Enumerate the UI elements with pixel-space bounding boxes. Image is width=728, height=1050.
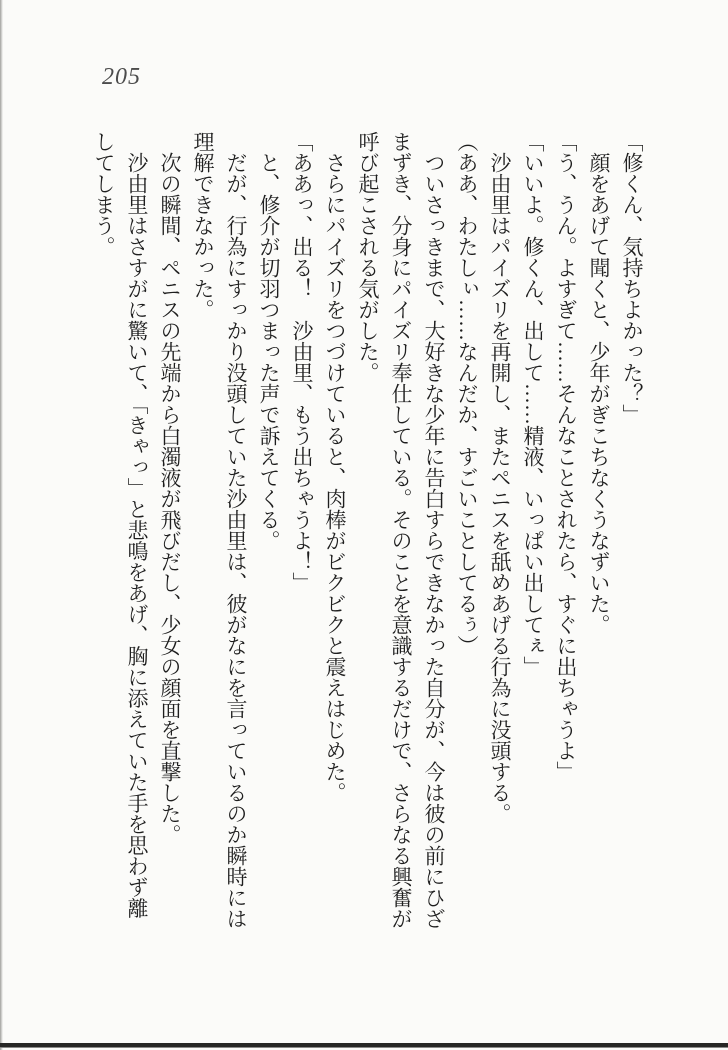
paragraph: さらにパイズリをつづけていると、肉棒がビクビクと震えはじめた。	[323, 152, 347, 803]
paragraph: 次の瞬間、ペニスの先端から白濁液が飛びだし、少女の顔面を直撃した。	[158, 152, 182, 845]
paragraph: ついさっきまで、大好きな少年に告白すらできなかった自分が、今は彼の前にひざまずき、分身にパイズリ奉仕している。そのことを意識するだけで、さらなる興奮が呼び起こされる気がした。	[356, 131, 446, 929]
page-number: 205	[102, 64, 141, 90]
paragraph: 沙由里はさすがに驚いて、「きゃっ」と悲鳴をあげ、胸に添えていた手を思わず離してしまう。	[92, 131, 149, 919]
paragraph: 「う、うん。よすぎて……そんなことされたら、すぐに出ちゃうよ」	[554, 131, 578, 782]
paragraph: 「ああっ、出る！ 沙由里、もう出ちゃうよ！」	[290, 131, 314, 593]
paragraph: 顔をあげて聞くと、少年がぎこちなくうなずいた。	[587, 152, 611, 635]
paragraph: だが、行為にすっかり没頭していた沙由里は、彼がなにを言っているのか瞬時には理解できなかった。	[191, 131, 248, 929]
text-columns	[87, 131, 648, 931]
paragraph: 沙由里はパイズリを再開し、またペニスを舐めあげる行為に没頭する。	[488, 152, 512, 824]
bottom-rule	[0, 1043, 728, 1047]
paragraph: と、修介が切羽つまった声で訴えてくる。	[257, 152, 281, 551]
scan-edge	[0, 0, 3, 1050]
paragraph: 「修くん、気持ちよかった？」	[620, 131, 644, 425]
paragraph: （ああ、わたしぃ……なんだか、すごいことしてるぅ）	[455, 131, 479, 656]
paragraph: 「いいよ。修くん、出して……精液、いっぱい出してぇ」	[521, 131, 545, 677]
